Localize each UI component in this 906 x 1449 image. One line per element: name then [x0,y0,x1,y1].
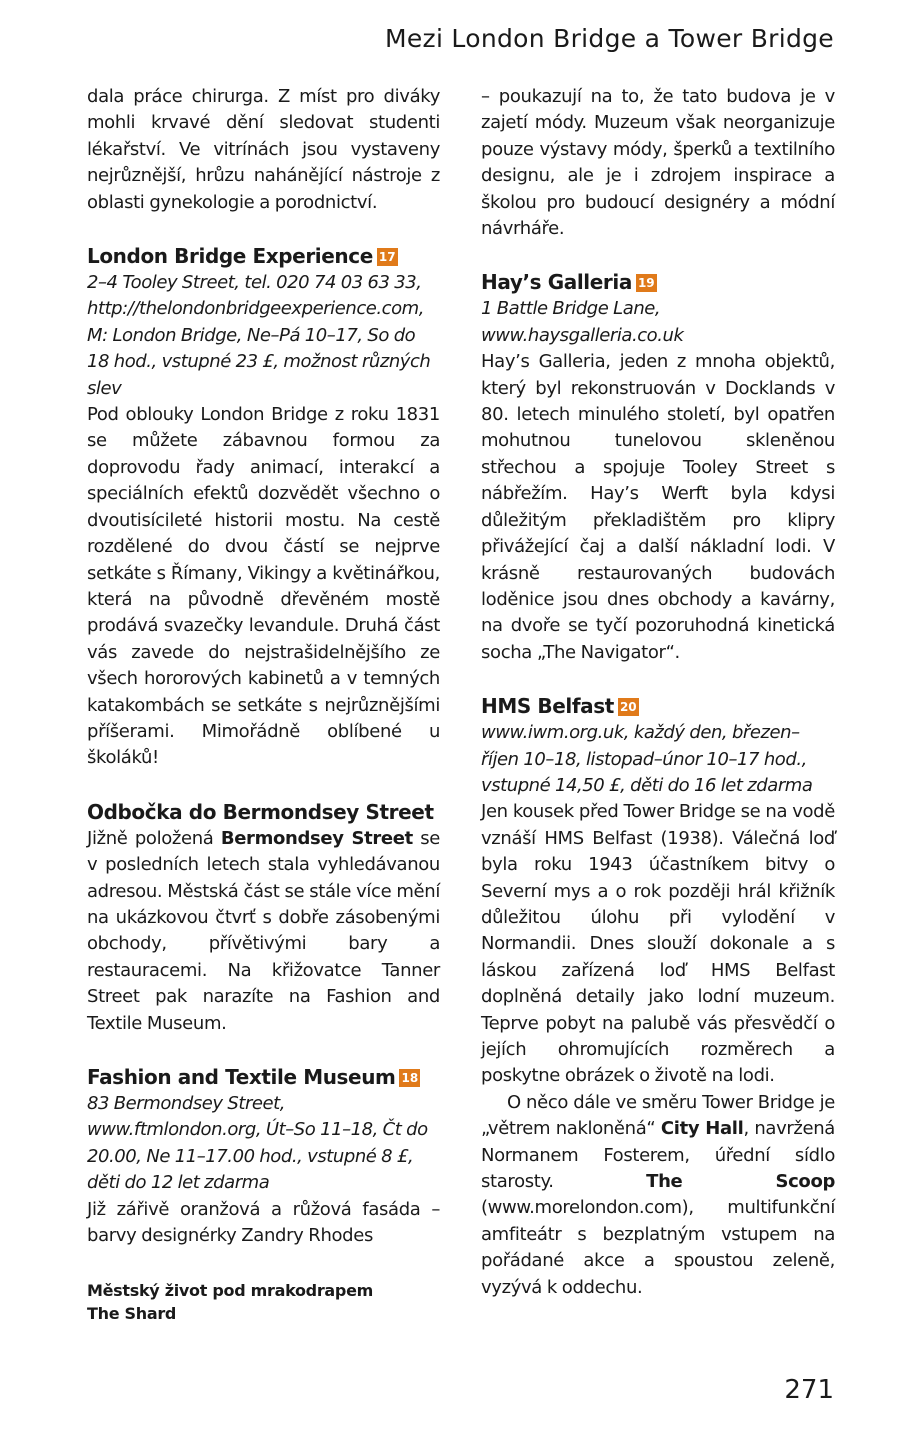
body-city-hall [481,1090,835,1301]
body-bermondsey-street [87,826,440,1037]
heading-text: London Bridge Experience [87,244,373,269]
heading-hays-galleria [481,268,835,296]
body-text-part: (www.morelondon.com), multifunkční amfiteátr s bezplatným vstupem na pořádané akce a spoustou zeleně, vyzývá k oddechu. [481,1197,835,1298]
badge-19: 19 [637,276,655,291]
body-hays-galleria: Hay’s Galleria, jeden z mnoha objektů, který byl rekonstruován v Docklands v 80. letech minulého století, byl opatřen mohutnou tunelovou skleněnou střechou a spojuje Tooley Street s nábřežím. Hay’s Werft byla kdysi důležitým překladištěm pro klipry přivážející čaj a další nákladní lodi. V krásně restaurovaných budovách loděnice jsou dnes obchody a kavárny, na dvoře se tyčí pozoruhodná kinetická socha „The Navigator“. [481,351,835,663]
body-london-bridge-experience: Pod oblouky London Bridge z roku 1831 se můžete zábavnou formou za doprovodu řady animací, interakcí a speciálních efektů dozvědět všechno o dvoutisícileté historii mostu. Na cestě rozdělené do dvou částí se nejprve setkáte s Římany, Vikingy a květinářkou, která na původně dřevěném mostě prodává svazečky levandule. Druhá část vás zavede do nejstrašidelnějšího ze všech hororových kabinetů a v temných katakombách se setkáte s nejrůznějšími příšerami. Mimořádně oblíbené u školáků! [87,404,440,769]
body-hms-belfast: Jen kousek před Tower Bridge se na vodě vznáší HMS Belfast (1938). Válečná loď byla roku 1943 účastníkem bitvy o Severní mys a o rok později hrál křižník důležitou úlohu při vylodění v Normandii. Dnes slouží dokonale a s láskou zařízená loď HMS Belfast doplněná detaily jako lodní muzeum. Teprve pobyt na palubě vás přesvědčí o jejích ohromujících rozměrech a poskytne obrázek o životě na lodi. [481,801,835,1087]
badge-17: 17 [378,250,396,265]
meta-hays-galleria: 1 Battle Bridge Lane, www.haysgalleria.co.uk [481,298,684,346]
bold-place-name: City Hall [660,1118,744,1140]
badge-18: 18 [401,1071,419,1085]
bold-place-name: Bermondsey Street [220,827,413,849]
intro-paragraph-left: dala práce chirurga. Z míst pro diváky mohli krvavé dění sledovat studenti lékařství. Ve vitrínách jsou vystaveny nejrůznější, hrůzu nahánějící nástroje z oblasti gynekologie a porodnictví. [87,86,440,213]
body-fashion-textile-museum: Již zářivě oranžová a růžová fasáda – barvy designérky Zandry Rhodes [87,1198,440,1247]
meta-london-bridge-experience: 2–4 Tooley Street, tel. 020 74 03 63 33, http://thelondonbridgeexperience.com, M: London Bridge, Ne–Pá 10–17, So do 18 hod., vstupné 23 £, možnost různých slev [87,272,431,399]
heading-text: Hay’s Galleria [481,270,632,295]
badge-20: 20 [619,700,637,715]
caption-line-1: Městský život pod mrakodrapem [87,1281,373,1301]
meta-fashion-textile-museum: 83 Bermondsey Street, www.ftmlondon.org, Út–So 11–18, Čt do 20.00, Ne 11–17.00 hod., vstupné 8 £, děti do 12 let zdarma [87,1093,428,1194]
heading-bermondsey-street: Odbočka do Bermondsey Street [87,799,434,824]
meta-hms-belfast: www.iwm.org.uk, každý den, březen–říjen 10–18, listopad–únor 10–17 hod., vstupné 14,50 £, děti do 16 let zdarma [481,722,813,796]
body-text-part: se v posledních letech stala vyhledávanou adresou. Městská část se stále více mění na ukázkovou čtvrť s dobře zásobenými obchody, přívětivými bary a restauracemi. Na křižovatce Tanner Street pak narazíte na Fashion and Textile Museum. [87,827,440,1034]
heading-text: Fashion and Textile Museum [87,1065,396,1089]
body-text-part: Jižně položená [87,827,221,849]
left-column [87,84,440,1325]
heading-london-bridge-experience [87,242,440,270]
heading-text: HMS Belfast [481,694,614,719]
running-head: Mezi London Bridge a Tower Bridge [384,24,834,53]
caption-line-2: The Shard [87,1304,177,1324]
bold-place-name: The Scoop [646,1171,835,1193]
right-column [481,84,835,1301]
body-text-part: , navržená Normanem Fosterem, úřední sídlo starosty. [481,1118,835,1193]
photo-caption [87,1279,440,1325]
heading-fashion-textile-museum [87,1063,440,1091]
page-number: 271 [784,1375,834,1405]
heading-hms-belfast [481,692,835,720]
body-text-part: O něco dále ve směru Tower Bridge je „větrem nakloněná“ [481,1091,835,1140]
intro-paragraph-right: – poukazují na to, že tato budova je v zajetí módy. Muzeum však neorganizuje pouze výstavy módy, šperků a textilního designu, ale je i zdrojem inspirace a školou pro budoucí designéry a módní návrháře. [481,86,835,240]
